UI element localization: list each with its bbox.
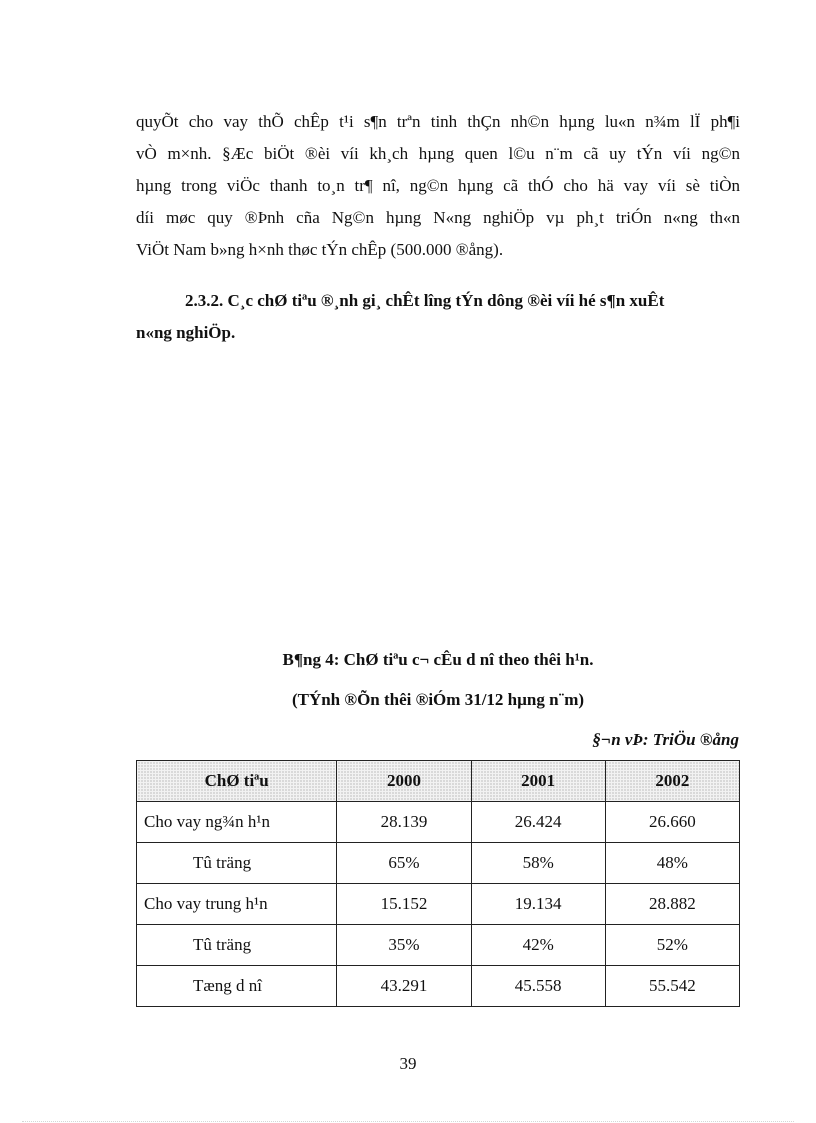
footer-divider [22, 1121, 794, 1122]
table-cell: 48% [605, 843, 739, 884]
table-row [137, 966, 740, 1007]
table-cell: 15.152 [337, 884, 471, 925]
table-header-row [137, 761, 740, 802]
table-cell: 43.291 [337, 966, 471, 1007]
header-cell: 2000 [337, 761, 471, 802]
table-caption: B¶ng 4: ChØ tiªu c¬ cÊu d nî theo thêi h¹n. [282, 650, 594, 669]
row-label: Tæng d nî [137, 966, 337, 1007]
table-cell: 28.139 [337, 802, 471, 843]
table-cell: 52% [605, 925, 739, 966]
section-heading-line-1: 2.3.2. C¸c chØ tiªu ®¸nh gi¸ chÊt lîng tÝn dông ®èi víi hé s¶n xuÊt [185, 291, 665, 310]
table-cell: 19.134 [471, 884, 605, 925]
table-row [137, 925, 740, 966]
header-cell: 2002 [605, 761, 739, 802]
paragraph-line: díi møc quy ®Þnh cña Ng©n hµng N«ng nghiÖp vµ ph¸t triÓn n«ng th«n [136, 208, 740, 227]
table-row [137, 884, 740, 925]
table-cell: 42% [471, 925, 605, 966]
section-heading [136, 285, 740, 349]
data-table [136, 760, 740, 1007]
page-number: 39 [399, 1054, 417, 1073]
table-cell: 26.660 [605, 802, 739, 843]
table-cell: 28.882 [605, 884, 739, 925]
row-label: Cho vay ng¾n h¹n [137, 802, 337, 843]
body-paragraph [136, 106, 740, 266]
header-cell: 2001 [471, 761, 605, 802]
row-label: Cho vay trung h¹n [137, 884, 337, 925]
table-subcaption: (TÝnh ®Õn thêi ®iÓm 31/12 hµng n¨m) [291, 690, 585, 709]
table-cell: 58% [471, 843, 605, 884]
table-row [137, 843, 740, 884]
row-label: Tû träng [137, 925, 337, 966]
paragraph-line: hµng trong viÖc thanh to¸n tr¶ nî, ng©n hµng cã thÓ cho hä vay víi sè tiÒn [136, 176, 740, 195]
row-label: Tû träng [137, 843, 337, 884]
table-cell: 65% [337, 843, 471, 884]
table-row [137, 802, 740, 843]
table-cell: 35% [337, 925, 471, 966]
table-cell: 26.424 [471, 802, 605, 843]
paragraph-line: quyÕt cho vay thÕ chÊp t¹i s¶n trªn tinh thÇn nh©n hµng lu«n n¾m lÏ ph¶i [136, 112, 740, 131]
table-unit-label: §¬n vÞ: TriÖu ®ång [592, 730, 739, 749]
header-cell: ChØ tiªu [137, 761, 337, 802]
paragraph-line: ViÖt Nam b»ng h×nh thøc tÝn chÊp (500.000 ®ång). [136, 240, 504, 259]
table-cell: 45.558 [471, 966, 605, 1007]
section-heading-line-2: n«ng nghiÖp. [136, 323, 236, 342]
paragraph-line: vÒ m×nh. §Æc biÖt ®èi víi kh¸ch hµng quen l©u n¨m cã uy tÝn víi ng©n [136, 144, 740, 163]
table-cell: 55.542 [605, 966, 739, 1007]
